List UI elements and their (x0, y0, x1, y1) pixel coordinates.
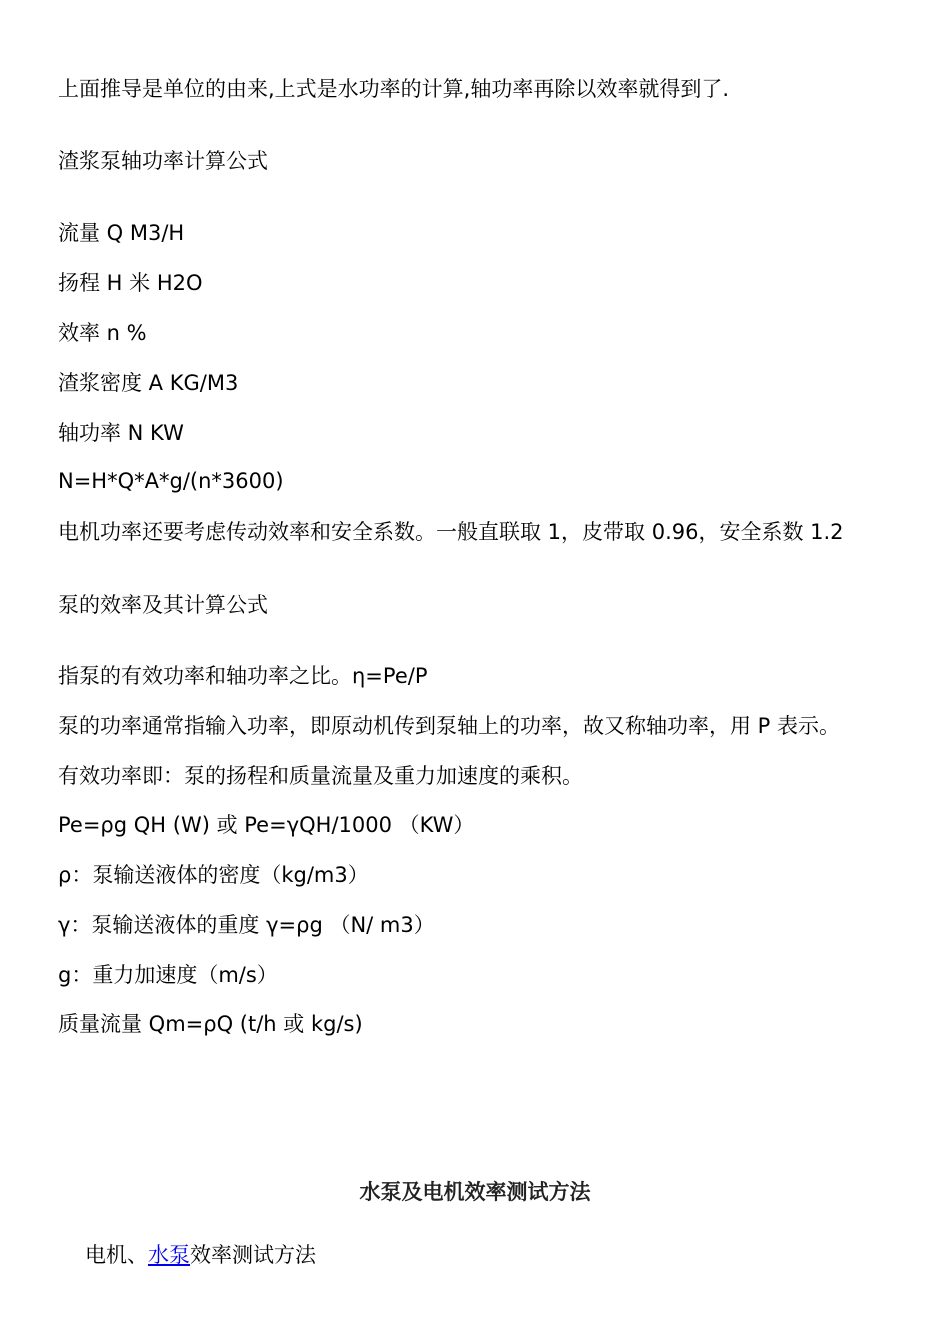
text-line-efficiency-definition: 指泵的有效功率和轴功率之比。η=Pe/P (58, 664, 428, 688)
heading-slurry-pump-formula: 渣浆泵轴功率计算公式 (58, 149, 268, 173)
text-line-flow: 流量 Q M3/H (58, 221, 185, 245)
text-line-effective-power: 有效功率即：泵的扬程和质量流量及重力加速度的乘积。 (58, 764, 583, 788)
section-title: 水泵及电机效率测试方法 (359, 1179, 591, 1204)
text-line-motor-power: 电机功率还要考虑传动效率和安全系数。一般直联取 1，皮带取 0.96，安全系数 1.2 (58, 520, 844, 544)
text-line-rho: ρ：泵输送液体的密度（kg/m3） (58, 863, 369, 887)
text-line-efficiency: 效率 n % (58, 321, 147, 345)
text-line-gravity: g：重力加速度（m/s） (58, 963, 278, 987)
text-line-density: 渣浆密度 A KG/M3 (58, 371, 239, 395)
text-line-shaft-power: 轴功率 N KW (58, 421, 184, 445)
text-line-input-power: 泵的功率通常指输入功率，即原动机传到泵轴上的功率，故又称轴功率，用 P 表示。 (58, 714, 841, 738)
formula-effective-power: Pe=ρg QH (W) 或 Pe=γQH/1000 （KW） (58, 813, 475, 837)
formula-shaft-power: N=H*Q*A*g/(n*3600) (58, 469, 284, 493)
water-pump-link[interactable]: 水泵 (148, 1243, 190, 1267)
subsection-line (85, 1240, 316, 1270)
subsection-suffix: 效率测试方法 (190, 1243, 316, 1267)
text-line-mass-flow: 质量流量 Qm=ρQ (t/h 或 kg/s) (58, 1012, 363, 1036)
text-line-gamma: γ：泵输送液体的重度 γ=ρg （N/ m3） (58, 913, 435, 937)
subsection-prefix: 电机、 (85, 1243, 148, 1267)
heading-pump-efficiency: 泵的效率及其计算公式 (58, 593, 268, 617)
text-line-head: 扬程 H 米 H2O (58, 271, 203, 295)
text-line-intro: 上面推导是单位的由来,上式是水功率的计算,轴功率再除以效率就得到了. (58, 77, 730, 101)
